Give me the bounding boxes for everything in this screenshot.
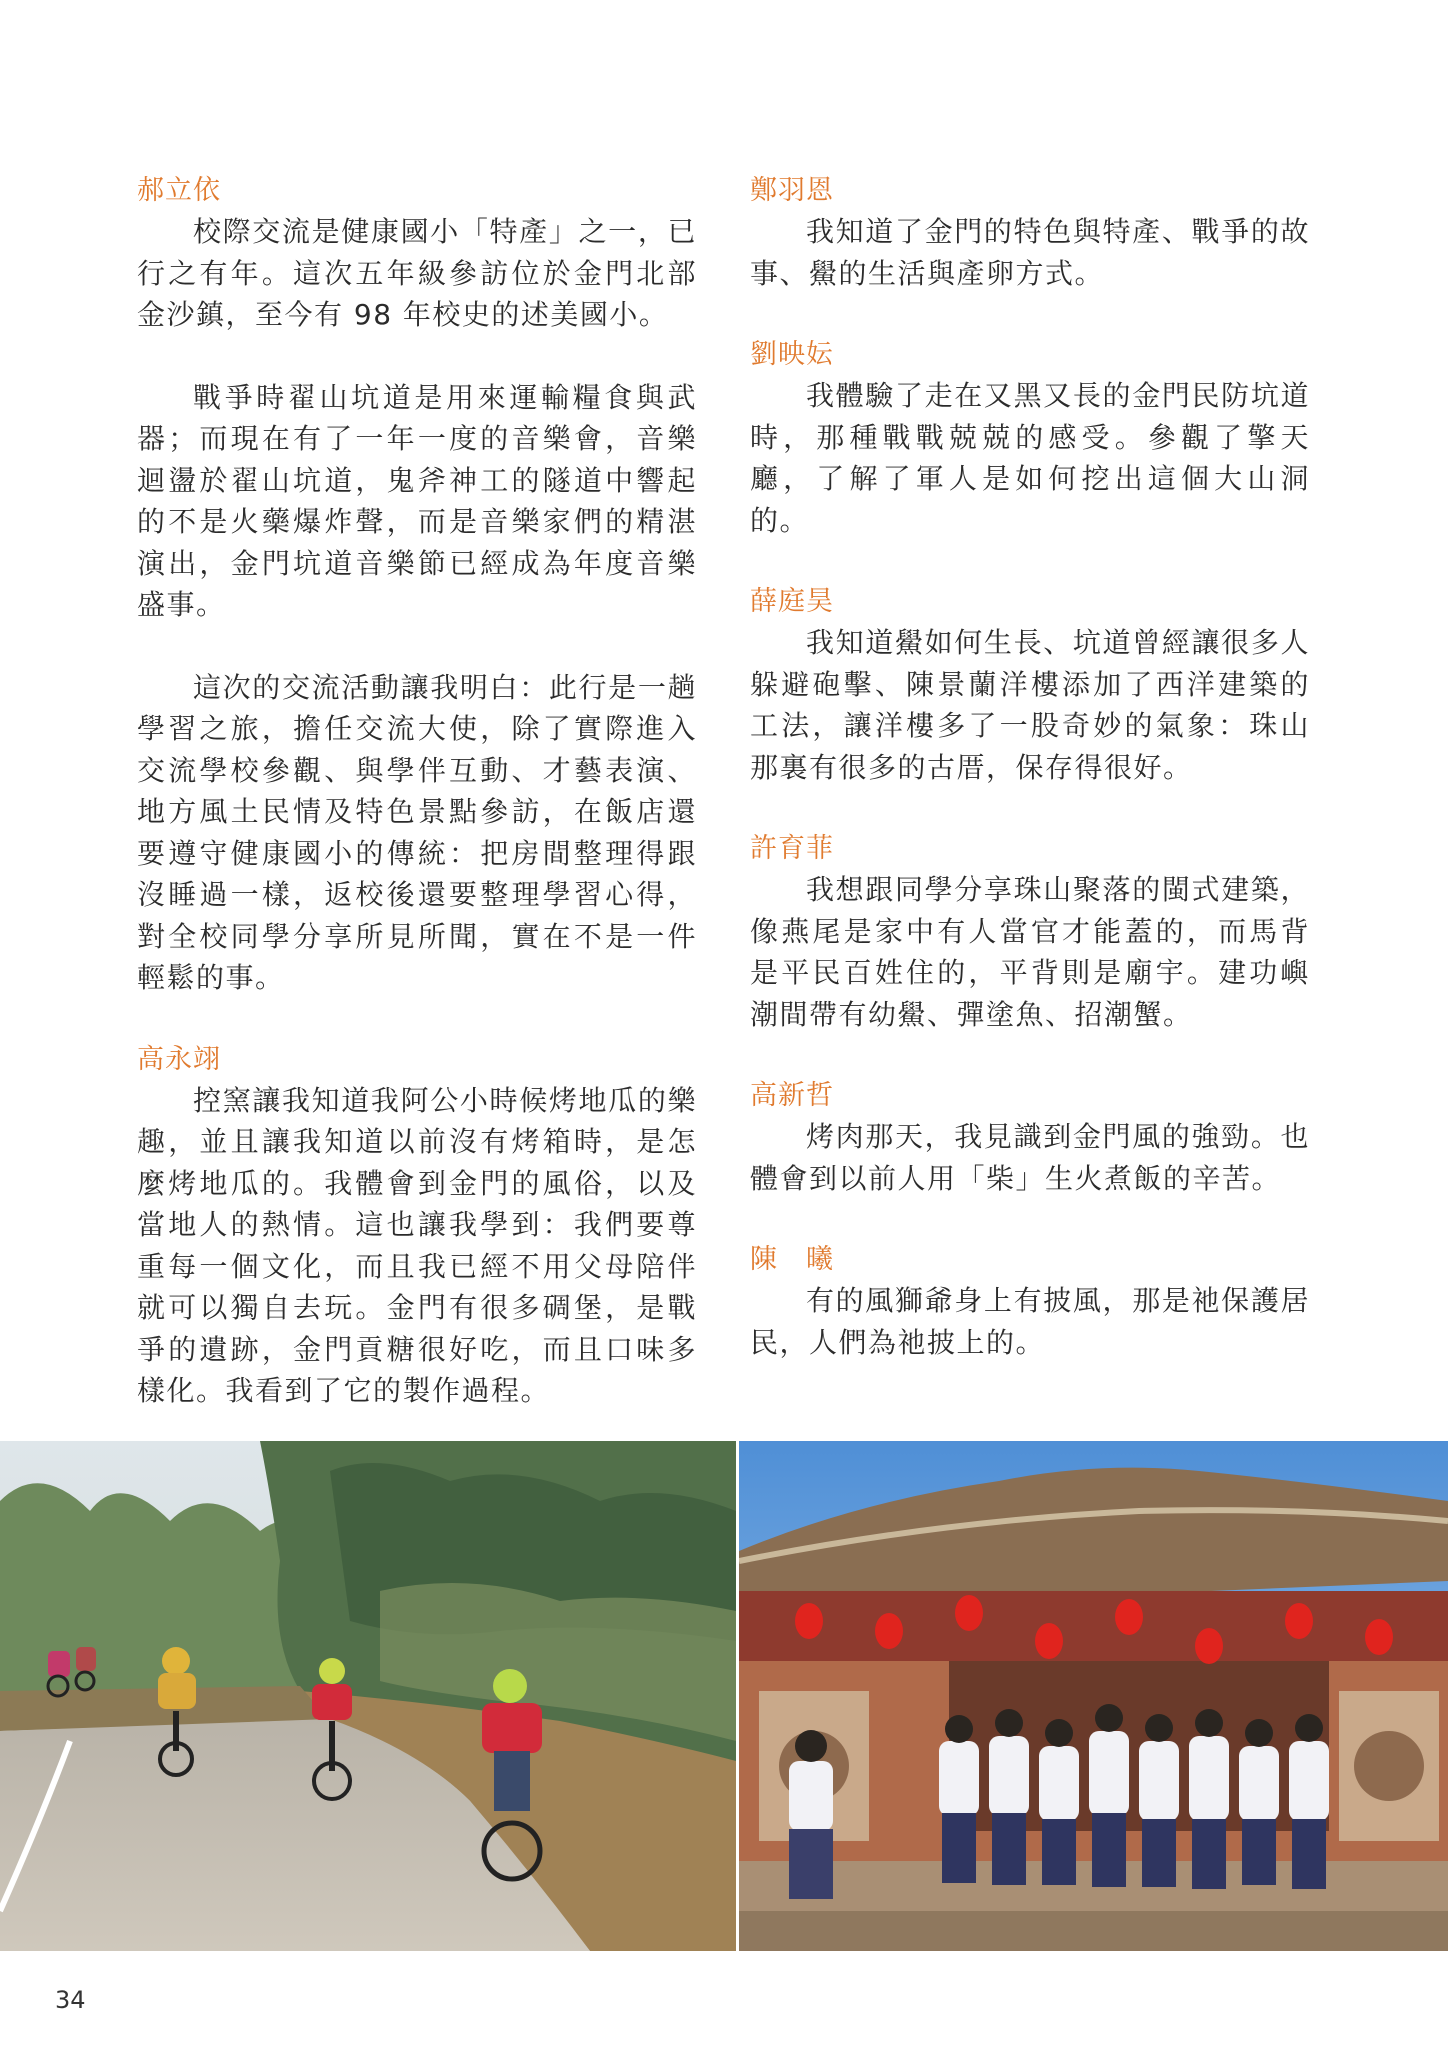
- paragraph: 我體驗了走在又黑又長的金門民防坑道時，那種戰戰兢兢的感受。參觀了擎天廳，了解了軍人是如何挖出這個大山洞的。: [750, 379, 1310, 537]
- paragraph: 我想跟同學分享珠山聚落的閩式建築，像燕尾是家中有人當官才能蓋的，而馬背是平民百姓住的，平背則是廟宇。建功嶼潮間帶有幼鱟、彈塗魚、招潮蟹。: [750, 873, 1310, 1031]
- student-name: 薛庭昊: [750, 586, 834, 617]
- page-number: 34: [55, 1986, 86, 2014]
- left-column: [137, 170, 697, 1452]
- paragraph: 我知道了金門的特色與特產、戰爭的故事、鱟的生活與產卵方式。: [750, 215, 1310, 290]
- paragraph: 校際交流是健康國小「特產」之一，已行之有年。這次五年級參訪位於金門北部金沙鎮，至今有 98 年校史的述美國小。: [137, 215, 697, 331]
- paragraph: 我知道鱟如何生長、坑道曾經讓很多人躲避砲擊、陳景蘭洋樓添加了西洋建築的工法，讓洋樓多了一股奇妙的氣象：珠山那裏有很多的古厝，保存得很好。: [750, 626, 1310, 784]
- entry-zheng-yuen: [750, 170, 1310, 294]
- paragraph: 有的風獅爺身上有披風，那是祂保護居民，人們為祂披上的。: [750, 1284, 1310, 1359]
- student-name: 陳 曦: [750, 1244, 834, 1275]
- entry-liu-yingyun: [750, 334, 1310, 541]
- student-name: 高永翊: [137, 1043, 221, 1075]
- paragraph: 這次的交流活動讓我明白：此行是一趟學習之旅，擔任交流大使，除了實際進入交流學校參觀、與學伴互動、才藝表演、地方風土民情及特色景點參訪，在飯店還要遵守健康國小的傳統：把房間整理得跟沒睡過一樣，返校後還要整理學習心得，對全校同學分享所見所聞，實在不是一件輕鬆的事。: [137, 670, 697, 994]
- entry-hao-liyi: [137, 170, 697, 999]
- entry-chen-xi: [750, 1239, 1310, 1363]
- entry-xu-yufei: [750, 828, 1310, 1035]
- student-name: 許育菲: [750, 833, 834, 864]
- student-name: 劉映妘: [750, 339, 834, 370]
- student-name: 郝立依: [137, 175, 221, 206]
- student-name: 鄭羽恩: [750, 175, 834, 206]
- cycling-photo: [0, 1441, 736, 1951]
- paragraph: 控窯讓我知道我阿公小時候烤地瓜的樂趣，並且讓我知道以前沒有烤箱時，是怎麼烤地瓜的。我體會到金門的風俗，以及當地人的熱情。這也讓我學到：我們要尊重每一個文化，而且我已經不用父母陪伴就可以獨自去玩。金門有很多碉堡，是戰爭的遺跡，金門貢糖很好吃，而且口味多樣化。我看到了它的製作過程。: [137, 1083, 697, 1407]
- entry-gao-yongyi: [137, 1039, 697, 1412]
- temple-photo: [739, 1441, 1448, 1951]
- right-column: [750, 170, 1310, 1403]
- paragraph: 烤肉那天，我見識到金門風的強勁。也體會到以前人用「柴」生火煮飯的辛苦。: [750, 1120, 1310, 1195]
- paragraph: 戰爭時翟山坑道是用來運輸糧食與武器；而現在有了一年一度的音樂會，音樂迴盪於翟山坑道，鬼斧神工的隧道中響起的不是火藥爆炸聲，而是音樂家們的精湛演出，金門坑道音樂節已經成為年度音樂盛事。: [137, 380, 697, 621]
- entry-xue-tinghao: [750, 581, 1310, 788]
- student-name: 高新哲: [750, 1080, 834, 1111]
- entry-gao-xinzhe: [750, 1075, 1310, 1199]
